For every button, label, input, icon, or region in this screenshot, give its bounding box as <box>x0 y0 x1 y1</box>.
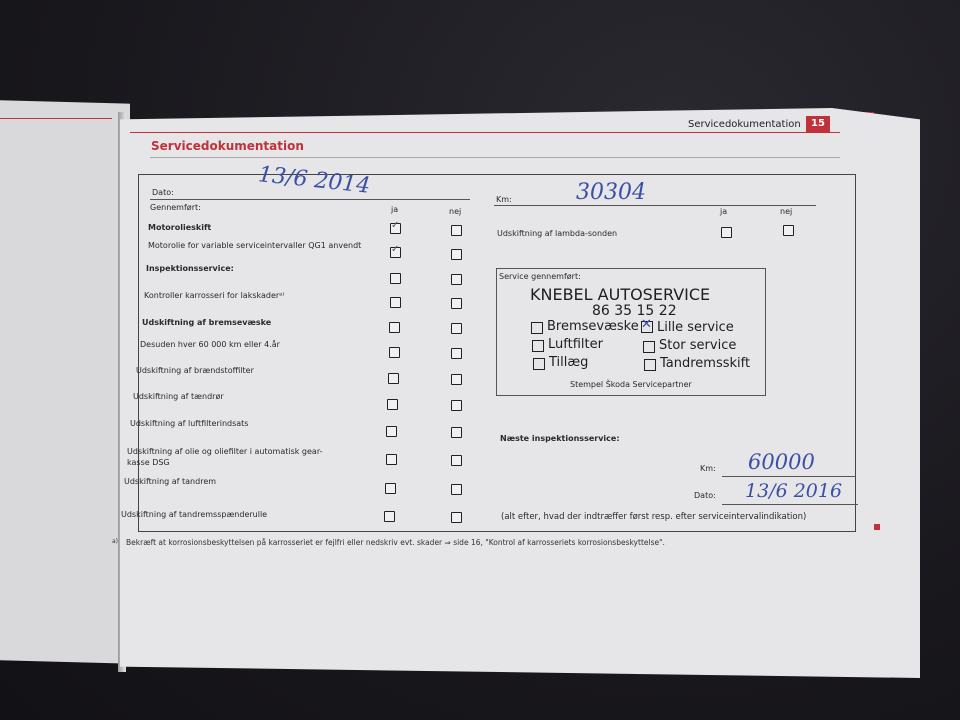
title-rule <box>150 157 840 158</box>
checkbox-nej[interactable] <box>451 249 462 260</box>
red-square-marker <box>874 524 880 530</box>
dato-label: Dato: <box>152 188 174 197</box>
km-value: 30304 <box>576 180 646 205</box>
checkbox-nej[interactable] <box>451 225 462 236</box>
item-label: Desuden hver 60 000 km eller 4.år <box>140 340 280 349</box>
stamp-caption: Stempel Škoda Servicepartner <box>570 380 692 389</box>
stamp-checkbox-checked[interactable] <box>641 317 653 333</box>
stamp-option-label: Lille service <box>657 320 734 335</box>
stamp-checkbox[interactable] <box>533 358 545 370</box>
stamp-checkbox[interactable] <box>531 322 543 334</box>
km-line <box>494 205 816 206</box>
checkbox-nej[interactable] <box>451 374 462 385</box>
checkbox-ja[interactable] <box>390 247 401 258</box>
km-label: Km: <box>496 195 512 204</box>
checkbox-ja[interactable] <box>389 322 400 333</box>
stamp-checkbox[interactable] <box>643 341 655 353</box>
checkbox-lambda-nej[interactable] <box>783 225 794 236</box>
left-page-rule <box>0 118 112 119</box>
item-label: Udskiftning af brændstoffilter <box>136 366 254 375</box>
page-number: 15 <box>806 116 830 132</box>
col-nej-right: nej <box>780 207 793 216</box>
item-label: Inspektionsservice: <box>146 264 234 273</box>
item-label: Udskiftning af tandremsspænderulle <box>121 510 268 519</box>
col-nej-left: nej <box>449 207 462 216</box>
checkbox-ja[interactable] <box>390 297 401 308</box>
item-label: Udskiftning af olie og oliefilter i automatisk gear- <box>127 447 323 456</box>
item-label: Udskiftning af luftfilterindsats <box>130 419 249 428</box>
checkbox-nej[interactable] <box>451 512 462 523</box>
checkbox-ja[interactable] <box>390 273 401 284</box>
cross-mark-icon: ✕ <box>641 317 652 332</box>
next-km-line <box>722 476 856 477</box>
left-page <box>0 100 130 663</box>
checkbox-nej[interactable] <box>451 484 462 495</box>
checkbox-ja[interactable] <box>388 373 399 384</box>
checkbox-ja[interactable] <box>386 454 397 465</box>
next-inspection-label: Næste inspektionsservice: <box>500 434 620 443</box>
next-km-label: Km: <box>700 464 716 473</box>
stamp-option-label: Tillæg <box>549 355 589 370</box>
running-title: Servicedokumentation <box>688 119 801 130</box>
stamp-option-label: Bremsevæske <box>547 319 639 334</box>
item-label: Udskiftning af bremsevæske <box>142 318 272 327</box>
checkbox-ja[interactable] <box>386 426 397 437</box>
checkbox-nej[interactable] <box>451 348 462 359</box>
item-label: Motorolie for variable serviceintervaller QG1 anvendt <box>148 241 362 250</box>
col-ja-right: ja <box>720 207 728 216</box>
gennemfort-label: Gennemført: <box>150 203 201 212</box>
checkbox-nej[interactable] <box>451 400 462 411</box>
checkbox-nej[interactable] <box>451 274 462 285</box>
stamp-option-label: Tandremsskift <box>660 356 751 371</box>
next-km-value: 60000 <box>748 450 815 474</box>
footnote-text: Bekræft at korrosionsbeskyttelsen på karrosseriet er fejlfri eller nedskriv evt. skader ⇒ side 16, "Kontrol af karrosseriets korrosionsbeskyttelse". <box>126 538 665 547</box>
dato-line <box>150 199 470 200</box>
checkbox-nej[interactable] <box>451 427 462 438</box>
checkbox-nej[interactable] <box>451 298 462 309</box>
item-label: Kontroller karrosseri for lakskaderᵃ⁾ <box>144 291 285 300</box>
footnote <box>112 538 665 547</box>
footnote-marker: a) <box>112 538 119 545</box>
stamp-option-label: Stor service <box>659 338 737 353</box>
checkbox-ja[interactable] <box>384 511 395 522</box>
item-label: Udskiftning af tandrem <box>124 477 217 486</box>
next-dato-label: Dato: <box>694 491 716 500</box>
checkbox-ja[interactable] <box>387 399 398 410</box>
service-label: Service gennemført: <box>499 272 581 281</box>
dato-value: 13/6 2014 <box>257 162 372 199</box>
checkbox-nej[interactable] <box>451 455 462 466</box>
next-dato-line <box>722 504 858 505</box>
next-note: (alt efter, hvad der indtræffer først resp. efter serviceintervalindikation) <box>501 512 807 522</box>
checkbox-lambda-ja[interactable] <box>721 227 732 238</box>
checkbox-ja[interactable] <box>390 223 401 234</box>
stamp-phone: 86 35 15 22 <box>592 303 677 319</box>
checkbox-nej[interactable] <box>451 323 462 334</box>
section-title: Servicedokumentation <box>151 139 304 153</box>
checkbox-ja[interactable] <box>385 483 396 494</box>
item-label: Motorolieskift <box>148 223 212 232</box>
next-dato-value: 13/6 2016 <box>745 480 843 502</box>
stamp-option-label: Luftfilter <box>548 337 603 352</box>
col-ja-left: ja <box>391 205 399 214</box>
checkbox-ja[interactable] <box>389 347 400 358</box>
stamp-checkbox[interactable] <box>644 359 656 371</box>
lambda-label: Udskiftning af lambda-sonden <box>497 229 618 238</box>
stamp-company: KNEBEL AUTOSERVICE <box>530 285 711 304</box>
stamp-checkbox[interactable] <box>532 340 544 352</box>
header-rule <box>130 132 840 133</box>
item-label-continued: kasse DSG <box>127 458 170 467</box>
item-label: Udskiftning af tændrør <box>133 392 224 401</box>
